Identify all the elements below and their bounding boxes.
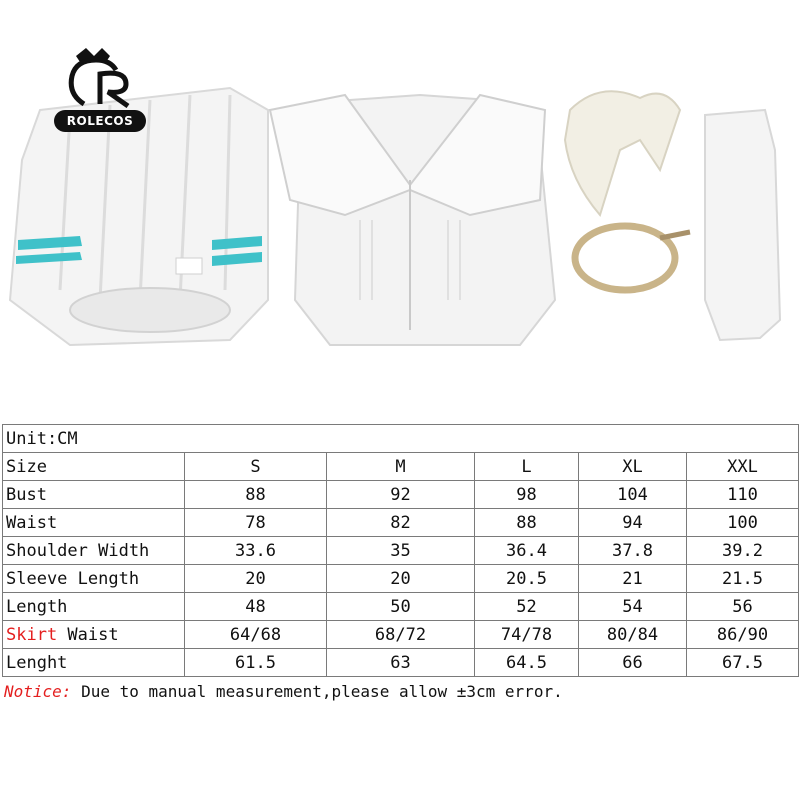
table-cell: 64/68 [185, 621, 327, 649]
table-cell: 66 [579, 649, 687, 677]
size-header-cell: L [475, 453, 579, 481]
row-label: Waist [3, 509, 185, 537]
table-cell: 48 [185, 593, 327, 621]
table-cell: 20.5 [475, 565, 579, 593]
table-row [3, 649, 799, 677]
table-cell: 94 [579, 509, 687, 537]
table-cell: 39.2 [687, 537, 799, 565]
size-header-cell: XXL [687, 453, 799, 481]
table-cell: 78 [185, 509, 327, 537]
row-label: Sleeve Length [3, 565, 185, 593]
bow-image [565, 91, 680, 215]
table-row [3, 565, 799, 593]
table-cell: 50 [327, 593, 475, 621]
table-cell: 104 [579, 481, 687, 509]
table-cell: 21.5 [687, 565, 799, 593]
table-cell: 92 [327, 481, 475, 509]
table-cell: 52 [475, 593, 579, 621]
notice-label: Notice: [4, 682, 72, 701]
row-label: Bust [3, 481, 185, 509]
size-chart-table [2, 424, 799, 677]
unit-label: Unit:CM [3, 425, 799, 453]
shirt-image [270, 95, 555, 345]
table-cell: 100 [687, 509, 799, 537]
table-cell: 82 [327, 509, 475, 537]
table-cell: 98 [475, 481, 579, 509]
table-cell: 37.8 [579, 537, 687, 565]
table-cell: 88 [475, 509, 579, 537]
table-cell: 20 [185, 565, 327, 593]
table-row [3, 593, 799, 621]
row-label: Length [3, 593, 185, 621]
table-cell: 61.5 [185, 649, 327, 677]
notice-text: Due to manual measurement,please allow ±3cm error. [71, 682, 563, 701]
size-header-cell: M [327, 453, 475, 481]
size-label: Size [3, 453, 185, 481]
belt-image [575, 226, 690, 290]
table-cell: 54 [579, 593, 687, 621]
sock-image [705, 110, 780, 340]
table-row [3, 537, 799, 565]
table-cell: 63 [327, 649, 475, 677]
table-cell: 56 [687, 593, 799, 621]
table-cell: 36.4 [475, 537, 579, 565]
unit-row [3, 425, 799, 453]
table-cell: 33.6 [185, 537, 327, 565]
table-cell: 86/90 [687, 621, 799, 649]
size-header-cell: S [185, 453, 327, 481]
brand-logo-text: ROLECOS [54, 110, 146, 132]
table-cell: 20 [327, 565, 475, 593]
measurement-notice [4, 682, 563, 701]
table-cell: 110 [687, 481, 799, 509]
table-cell: 21 [579, 565, 687, 593]
row-label: Lenght [3, 649, 185, 677]
table-cell: 64.5 [475, 649, 579, 677]
table-cell: 88 [185, 481, 327, 509]
table-row [3, 509, 799, 537]
table-cell: 74/78 [475, 621, 579, 649]
row-label: Shoulder Width [3, 537, 185, 565]
table-cell: 80/84 [579, 621, 687, 649]
table-cell: 35 [327, 537, 475, 565]
size-header-cell: XL [579, 453, 687, 481]
skirt-prefix: Skirt [6, 624, 58, 645]
brand-logo [22, 22, 134, 128]
table-cell: 68/72 [327, 621, 475, 649]
brand-mark-icon [66, 46, 146, 108]
table-cell: 67.5 [687, 649, 799, 677]
table-row [3, 481, 799, 509]
table-row [3, 621, 799, 649]
row-label: Skirt Waist [3, 621, 185, 649]
size-header-row [3, 453, 799, 481]
